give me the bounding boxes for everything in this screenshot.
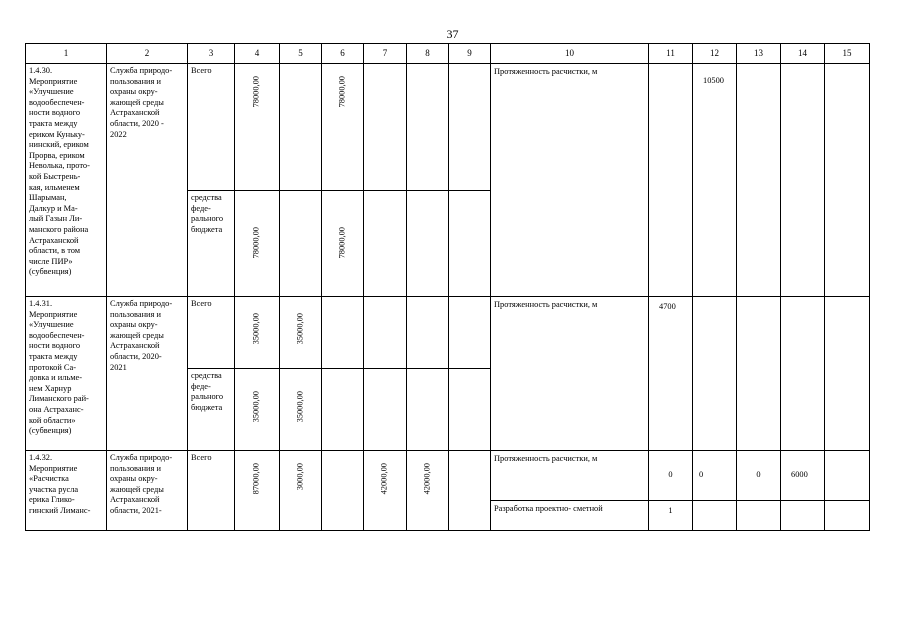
header-cell: 7 bbox=[364, 44, 407, 64]
source-cell: средства феде- рального бюджета bbox=[188, 191, 235, 297]
value-cell bbox=[449, 451, 491, 531]
indicator-cell: Протяженность расчистки, м bbox=[491, 297, 649, 451]
value-text: 35000,00 bbox=[295, 391, 305, 423]
header-cell: 5 bbox=[280, 44, 322, 64]
indicator-value-cell bbox=[825, 64, 870, 297]
value-cell bbox=[449, 297, 491, 369]
indicator-value-cell: 0 bbox=[693, 451, 737, 501]
header-cell: 12 bbox=[693, 44, 737, 64]
value-cell bbox=[322, 369, 364, 451]
source-cell: Всего bbox=[188, 451, 235, 531]
source-cell: Всего bbox=[188, 297, 235, 369]
value-text: 35000,00 bbox=[251, 313, 261, 345]
indicator-value-cell: 6000 bbox=[781, 451, 825, 501]
value-text: 42000,00 bbox=[422, 463, 432, 495]
source-cell: Всего bbox=[188, 64, 235, 191]
value-cell bbox=[235, 451, 280, 531]
header-cell: 11 bbox=[649, 44, 693, 64]
header-cell: 6 bbox=[322, 44, 364, 64]
value-cell bbox=[235, 369, 280, 451]
value-text: 87000,00 bbox=[251, 463, 261, 495]
program-table bbox=[25, 43, 870, 531]
value-cell bbox=[407, 297, 449, 369]
value-cell bbox=[449, 64, 491, 191]
header-cell: 4 bbox=[235, 44, 280, 64]
value-text: 42000,00 bbox=[379, 463, 389, 495]
page-number: 37 bbox=[446, 27, 459, 41]
executor-cell: Служба природо- пользования и охраны окру- жающей среды Астраханской области, 2020- 2021 bbox=[107, 297, 188, 451]
value-cell bbox=[407, 64, 449, 191]
header-cell: 13 bbox=[737, 44, 781, 64]
indicator-cell: Протяженность расчистки, м bbox=[491, 451, 649, 501]
header-cell: 2 bbox=[107, 44, 188, 64]
value-text: 78000,00 bbox=[251, 76, 261, 108]
value-cell bbox=[364, 64, 407, 191]
indicator-value-cell: 10500 bbox=[693, 64, 737, 297]
indicator-value-cell: 0 bbox=[649, 451, 693, 501]
indicator-value-cell bbox=[693, 297, 737, 451]
value-cell bbox=[235, 64, 280, 191]
measure-cell: 1.4.32. Мероприятие «Расчистка участка русла ерика Глико- гинский Лиманс- bbox=[26, 451, 107, 531]
indicator-value-cell bbox=[825, 451, 870, 501]
header-row bbox=[26, 44, 870, 64]
value-cell bbox=[322, 297, 364, 369]
header-cell: 15 bbox=[825, 44, 870, 64]
indicator-value-cell: 4700 bbox=[649, 297, 693, 451]
header-cell: 3 bbox=[188, 44, 235, 64]
value-cell bbox=[280, 369, 322, 451]
value-cell bbox=[280, 64, 322, 191]
value-cell bbox=[449, 369, 491, 451]
header-cell: 9 bbox=[449, 44, 491, 64]
indicator-value-cell bbox=[825, 297, 870, 451]
indicator-value-cell bbox=[825, 501, 870, 531]
value-text: 78000,00 bbox=[251, 227, 261, 259]
value-text: 35000,00 bbox=[295, 313, 305, 345]
header-cell: 10 bbox=[491, 44, 649, 64]
value-cell bbox=[235, 297, 280, 369]
measure-cell: 1.4.30. Мероприятие «Улучшение водообеспечен- ности водного тракта между ериком Куньку- нинский, ериком Прорва, ериком Неволька, прото- кой Быстрень- кая, ильменем Шарыман, Далкур и Ма- лый Газын Ли- манского района Астраханской области, в том числе ПИР» (субвенция) bbox=[26, 64, 107, 297]
indicator-value-cell bbox=[737, 64, 781, 297]
value-cell bbox=[280, 297, 322, 369]
header-cell: 1 bbox=[26, 44, 107, 64]
value-cell bbox=[364, 369, 407, 451]
source-cell: средства феде- рального бюджета bbox=[188, 369, 235, 451]
table-row bbox=[26, 451, 870, 501]
value-text: 78000,00 bbox=[337, 76, 347, 108]
value-text: 3000,00 bbox=[295, 463, 305, 491]
indicator-value-cell: 0 bbox=[737, 451, 781, 501]
indicator-cell: Протяженность расчистки, м bbox=[491, 64, 649, 297]
executor-cell: Служба природо- пользования и охраны окру- жающей среды Астраханской области, 2020 - 2022 bbox=[107, 64, 188, 297]
value-cell bbox=[322, 451, 364, 531]
value-cell bbox=[322, 191, 364, 297]
measure-cell: 1.4.31. Мероприятие «Улучшение водообеспечен- ности водного тракта между протокой Са- довка и ильме- нем Харнур Лиманского рай- она Астраханс- кой области» (субвенция) bbox=[26, 297, 107, 451]
value-cell bbox=[407, 369, 449, 451]
header-cell: 8 bbox=[407, 44, 449, 64]
indicator-cell: Разработка проектно- сметной bbox=[491, 501, 649, 531]
indicator-value-cell bbox=[737, 297, 781, 451]
value-cell bbox=[364, 451, 407, 531]
executor-cell: Служба природо- пользования и охраны окру- жающей среды Астраханской области, 2021- bbox=[107, 451, 188, 531]
value-cell bbox=[449, 191, 491, 297]
indicator-value-cell bbox=[693, 501, 737, 531]
value-cell bbox=[280, 451, 322, 531]
indicator-value-cell bbox=[649, 64, 693, 297]
indicator-value-cell bbox=[781, 64, 825, 297]
value-cell bbox=[322, 64, 364, 191]
table-row bbox=[26, 64, 870, 191]
value-cell bbox=[280, 191, 322, 297]
indicator-value-cell: 1 bbox=[649, 501, 693, 531]
table-row bbox=[26, 297, 870, 369]
indicator-value-cell bbox=[781, 501, 825, 531]
value-text: 35000,00 bbox=[251, 391, 261, 423]
value-text: 78000,00 bbox=[337, 227, 347, 259]
value-cell bbox=[364, 297, 407, 369]
indicator-value-cell bbox=[781, 297, 825, 451]
value-cell bbox=[407, 451, 449, 531]
indicator-value-cell bbox=[737, 501, 781, 531]
header-cell: 14 bbox=[781, 44, 825, 64]
value-cell bbox=[235, 191, 280, 297]
value-cell bbox=[407, 191, 449, 297]
value-cell bbox=[364, 191, 407, 297]
